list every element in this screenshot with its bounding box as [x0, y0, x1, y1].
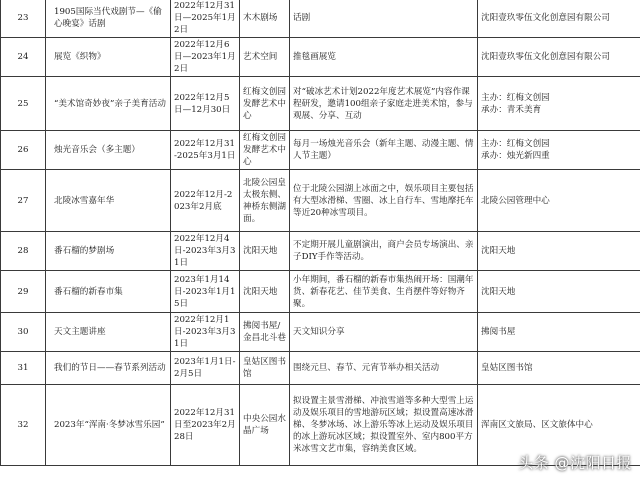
watermark: 头条 @沈阳日报 [518, 454, 632, 472]
event-organizer [478, 77, 640, 131]
event-organizer [478, 131, 640, 170]
event-venue: 木木剧场 [240, 0, 290, 38]
event-date: 2023年1月1日-2月5日 [171, 352, 240, 385]
event-date: 2022年12月31-2025年3月1日 [171, 131, 240, 170]
event-venue: 中央公园水晶广场 [240, 385, 290, 466]
event-date: 2022年12月-2023年2月底 [171, 170, 240, 232]
organizer-line: 沈阳天地 [481, 286, 516, 297]
event-name: 北陵冰雪嘉年华 [46, 170, 171, 232]
event-venue: 沈阳天地 [240, 232, 290, 271]
event-venue: 皇姑区图书馆 [240, 352, 290, 385]
organizer-line: 承办：烛光新四重 [481, 151, 550, 161]
event-name: 天文主题讲座 [46, 313, 171, 352]
event-date: 2022年12月5日—12月30日 [171, 77, 240, 131]
organizer-line: 承办：青禾美育 [481, 104, 542, 115]
event-venue: 拂阅书屋/金昌北斗巷 [240, 313, 290, 352]
row-number: 28 [1, 232, 46, 271]
organizer-line: 北陵公园管理中心 [481, 195, 550, 206]
event-content: 每月一场烛光音乐会（新年主题、动漫主题、情人节主题） [290, 131, 478, 170]
event-organizer [478, 352, 640, 385]
table-row [1, 170, 640, 232]
table-row [1, 313, 640, 352]
organizer-line: 沈阳壹玖零伍文化创意园有限公司 [481, 13, 610, 23]
table-row [1, 352, 640, 385]
event-venue: 红梅文创园发酵艺术中心 [240, 77, 290, 131]
event-organizer [478, 313, 640, 352]
organizer-line: 沈阳壹玖零伍文化创意园有限公司 [481, 52, 610, 62]
organizer-line: 拂阅书屋 [481, 327, 516, 337]
event-organizer [478, 0, 640, 38]
event-venue: 艺术空间 [240, 38, 290, 77]
row-number: 27 [1, 170, 46, 232]
event-name: 烛光音乐会（多主题） [46, 131, 171, 170]
event-venue: 沈阳天地 [240, 271, 290, 313]
row-number: 32 [1, 385, 46, 466]
event-name: 1905国际当代戏剧节—《偷心晚宴》话剧 [46, 0, 171, 38]
event-date: 2022年12月4日-2023年3月31日 [171, 232, 240, 271]
row-number: 25 [1, 77, 46, 131]
row-number: 31 [1, 352, 46, 385]
event-organizer [478, 170, 640, 232]
event-content: 小年期间，番石榴的新春市集热闹开场：国潮年货、新春花艺、佳节美食、生肖摆件等好物齐聚。 [290, 271, 478, 313]
event-venue: 红梅文创园发酵艺术中心 [240, 131, 290, 170]
event-organizer [478, 232, 640, 271]
event-date: 2022年12月31日—2025年1月2日 [171, 0, 240, 38]
event-content: 对“破冰艺术计划2022年度艺术展览”内容作课程研发，邀请100组亲子家庭走进美术馆，参与观展、分享、互动 [290, 77, 478, 131]
table-body [1, 0, 640, 466]
event-content: 围绕元旦、春节、元宵节举办相关活动 [290, 352, 478, 385]
event-venue: 北陵公园皇太极东侧、神桥东侧湖面。 [240, 170, 290, 232]
organizer-line: 皇姑区图书馆 [481, 363, 533, 373]
event-date: 2023年1月14日-2023年1月15日 [171, 271, 240, 313]
event-content: 位于北陵公园湖上冰面之中，娱乐项目主要包括有大型冰滑梯、雪圈、冰上自行车、雪地摩托车等近20种冰雪项目。 [290, 170, 478, 232]
event-name: 2023年“浑南·冬梦冰雪乐园” [46, 385, 171, 466]
table-row [1, 131, 640, 170]
row-number: 26 [1, 131, 46, 170]
event-name: 展览《织物》 [46, 38, 171, 77]
row-number: 24 [1, 38, 46, 77]
event-name: “美术馆奇妙夜”亲子美育活动 [46, 77, 171, 131]
event-name: 番石榴的新春市集 [46, 271, 171, 313]
event-content: 拟设置主景雪滑梯、冲浪雪道等多种大型雪上运动及娱乐项目的雪地游玩区域；拟设置高速冰滑梯、冬梦冰场、冰上游乐等冰上运动及娱乐项目的冰上游玩冰区域；拟设置室外、室内800平方米冰雪文艺市集，容纳美食区域。 [290, 385, 478, 466]
event-content: 话剧 [290, 0, 478, 38]
row-number: 23 [1, 0, 46, 38]
event-organizer [478, 38, 640, 77]
event-content: 不定期开展儿童剧演出，商户会员专场演出、亲子DIY手作等活动。 [290, 232, 478, 271]
table-row [1, 0, 640, 38]
event-date: 2022年12月6日—2023年1月2日 [171, 38, 240, 77]
organizer-line: 主办：红梅文创园 [481, 139, 550, 149]
table-row [1, 77, 640, 131]
row-number: 29 [1, 271, 46, 313]
event-name: 我们的节日——春节系列活动 [46, 352, 171, 385]
event-date: 2022年12月31日至2023年2月28日 [171, 385, 240, 466]
organizer-line: 沈阳天地 [481, 246, 516, 256]
event-date: 2022年12月1日-2023年3月31日 [171, 313, 240, 352]
row-number: 30 [1, 313, 46, 352]
organizer-line: 主办：红梅文创园 [481, 92, 550, 103]
event-name: 番石榴的梦剧场 [46, 232, 171, 271]
event-organizer [478, 271, 640, 313]
event-content: 天文知识分享 [290, 313, 478, 352]
event-content: 推毯画展览 [290, 38, 478, 77]
table-row [1, 232, 640, 271]
table-row [1, 38, 640, 77]
organizer-line: 浑南区文旅局、区文旅体中心 [481, 420, 593, 430]
table-row [1, 271, 640, 313]
